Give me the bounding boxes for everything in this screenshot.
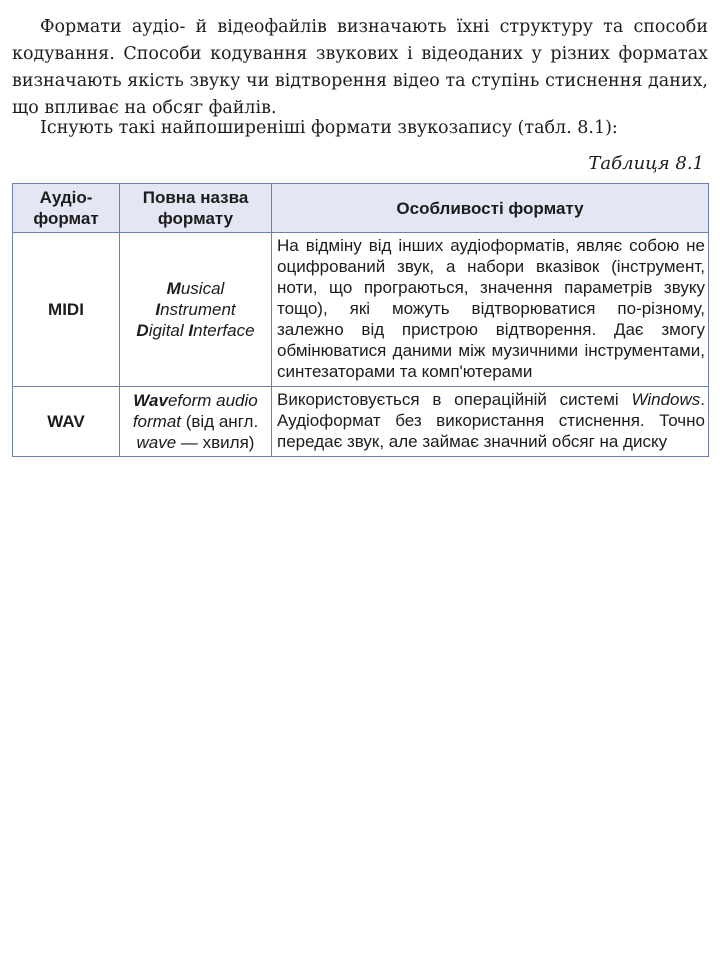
features-midi: На відміну від інших аудіоформатів, являє собою не оцифрований звук, а набори вказівок (інструмент, ноти, що програються, значення параметрів звуку тощо), які можуть відтворюватися по-різному, залежно від пристрою відтворення. Дає змогу обмінюватися даними між музичними інструментами, синтезаторами та комп'ютерами [272, 233, 709, 387]
full-name-midi: Musical Instrument Digital Interface [120, 233, 272, 387]
format-name-midi: MIDI [13, 233, 120, 387]
features-wav: Використовується в операційній системі Windows. Аудіоформат без використання стиснення. Точно передає звук, але займає значний обсяг на диску [272, 387, 709, 457]
intro-paragraph: Формати аудіо- й відеофайлів визначають їхні структуру та способи кодування. Способи кодування звукових і відеоданих у різних форматах визначають якість звуку чи відтворення відео та ступінь стиснення даних, що впливає на обсяг файлів. [12, 17, 708, 118]
full-name-wav: Waveform audio format (від англ. wave — хвиля) [120, 387, 272, 457]
audio-formats-table [12, 183, 709, 457]
header-audio-format: Аудіо-формат [13, 184, 120, 233]
table-row-wav [13, 387, 709, 457]
table-reference-paragraph: Існують такі найпоширеніші формати звукозапису (табл. 8.1): [40, 118, 618, 138]
table-header-row [13, 184, 709, 233]
table-row-midi [13, 233, 709, 387]
header-full-name: Повна назва формату [120, 184, 272, 233]
header-features: Особливості формату [272, 184, 709, 233]
format-name-wav: WAV [13, 387, 120, 457]
table-caption: Таблиця 8.1 [588, 153, 704, 174]
